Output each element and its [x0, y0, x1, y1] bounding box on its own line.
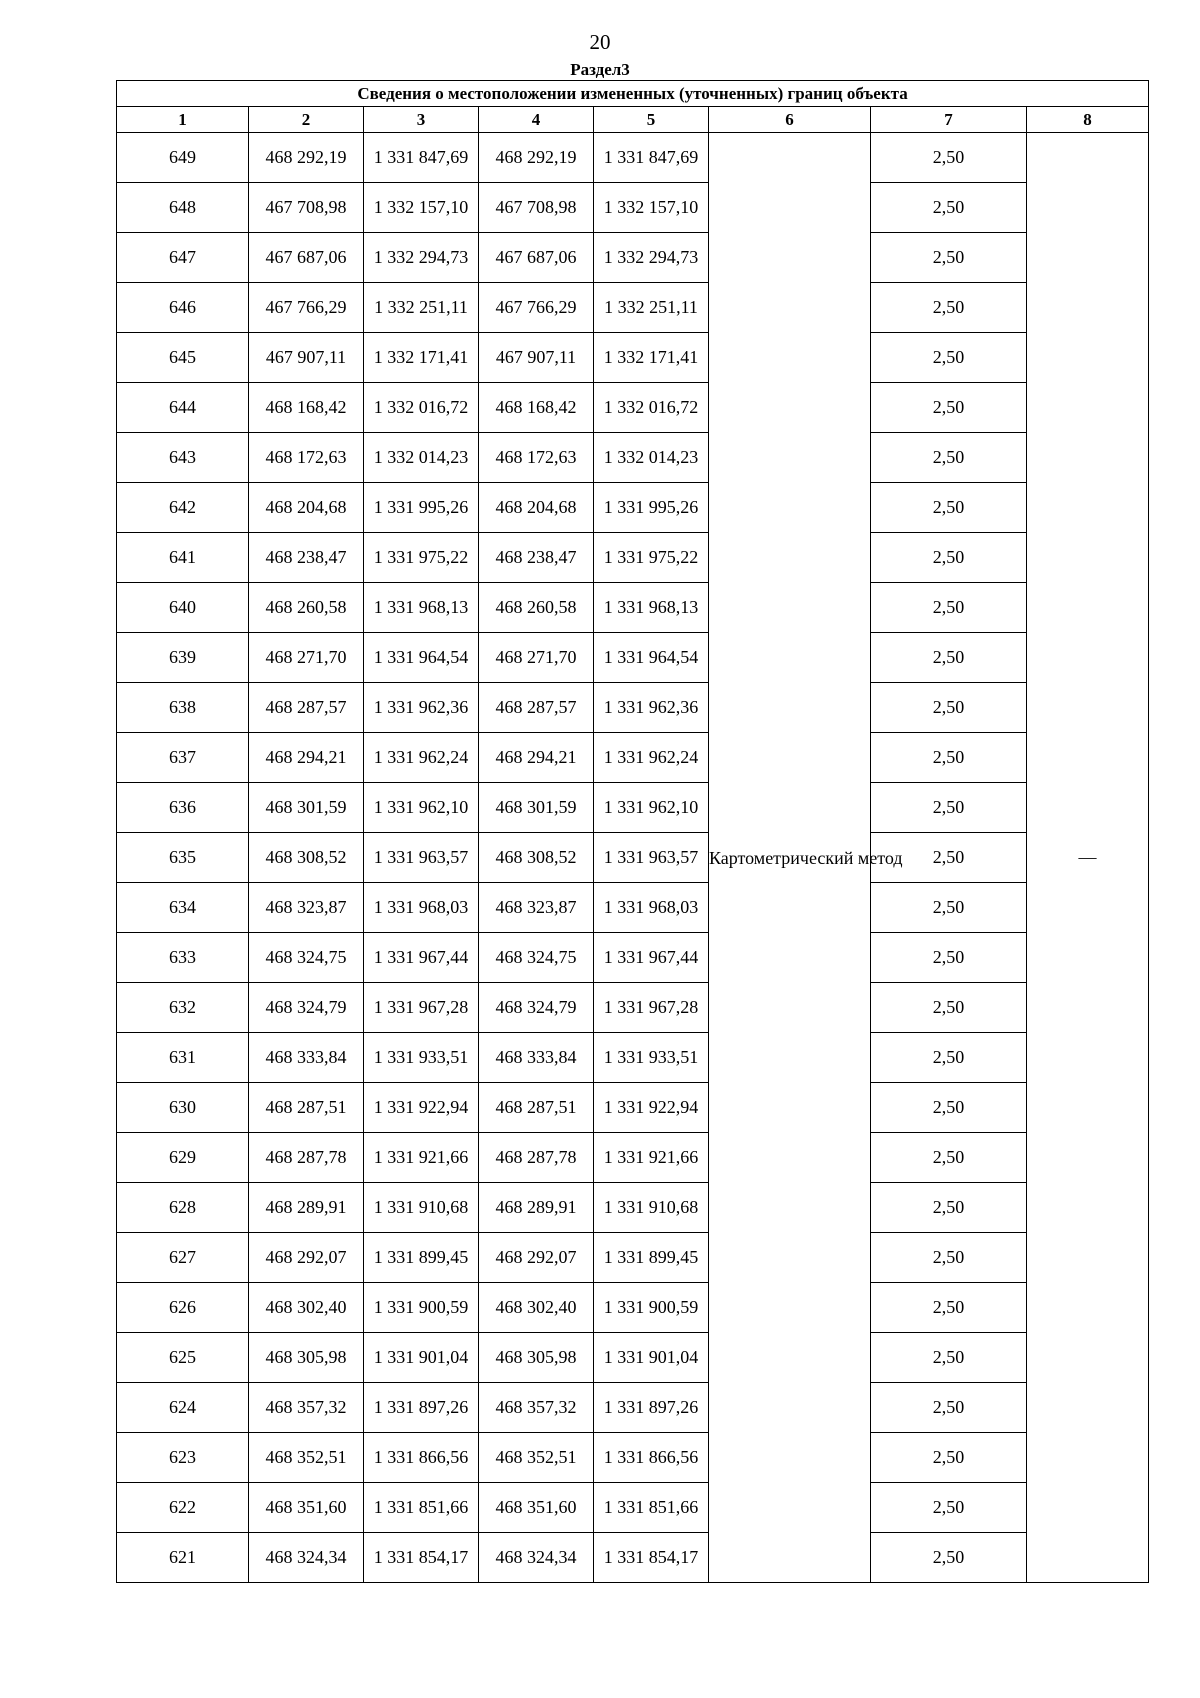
- coordinate-cell: 468 168,42: [479, 383, 594, 433]
- coordinate-cell: 1 331 962,10: [364, 783, 479, 833]
- table-row: [117, 983, 1149, 1033]
- coordinate-cell: 468 287,78: [479, 1133, 594, 1183]
- point-number-cell: 632: [117, 983, 249, 1033]
- table-row: [117, 133, 1149, 183]
- point-number-cell: 647: [117, 233, 249, 283]
- point-number-cell: 625: [117, 1333, 249, 1383]
- point-number-cell: 645: [117, 333, 249, 383]
- accuracy-cell: 2,50: [871, 1133, 1027, 1183]
- coordinate-cell: 467 907,11: [249, 333, 364, 383]
- coordinate-cell: 468 168,42: [249, 383, 364, 433]
- coordinate-cell: 1 331 962,10: [594, 783, 709, 833]
- accuracy-cell: 2,50: [871, 733, 1027, 783]
- coordinate-cell: 1 332 014,23: [594, 433, 709, 483]
- accuracy-cell: 2,50: [871, 233, 1027, 283]
- coordinate-cell: 1 331 967,44: [364, 933, 479, 983]
- column-numbers-row: [117, 107, 1149, 133]
- table-row: [117, 1483, 1149, 1533]
- coordinate-cell: 1 332 016,72: [594, 383, 709, 433]
- coordinate-cell: 468 289,91: [249, 1183, 364, 1233]
- point-number-cell: 630: [117, 1083, 249, 1133]
- coordinate-cell: 468 352,51: [479, 1433, 594, 1483]
- boundary-coordinates-table: [116, 80, 1149, 1583]
- coordinate-cell: 468 324,34: [249, 1533, 364, 1583]
- table-row: [117, 1433, 1149, 1483]
- coordinate-cell: 1 332 171,41: [594, 333, 709, 383]
- table-row: [117, 783, 1149, 833]
- accuracy-cell: 2,50: [871, 1383, 1027, 1433]
- coordinate-cell: 1 331 854,17: [364, 1533, 479, 1583]
- table-row: [117, 583, 1149, 633]
- table-row: [117, 1083, 1149, 1133]
- coordinate-cell: 468 289,91: [479, 1183, 594, 1233]
- accuracy-cell: 2,50: [871, 433, 1027, 483]
- coordinate-cell: 468 294,21: [249, 733, 364, 783]
- coordinate-cell: 1 332 294,73: [364, 233, 479, 283]
- accuracy-cell: 2,50: [871, 1233, 1027, 1283]
- coordinate-cell: 1 331 963,57: [594, 833, 709, 883]
- coordinate-cell: 1 331 854,17: [594, 1533, 709, 1583]
- coordinate-cell: 1 331 847,69: [594, 133, 709, 183]
- column-8-cell: —: [1027, 133, 1149, 1583]
- coordinate-cell: 468 357,32: [479, 1383, 594, 1433]
- coordinate-cell: 468 308,52: [479, 833, 594, 883]
- coordinate-cell: 468 292,07: [249, 1233, 364, 1283]
- point-number-cell: 648: [117, 183, 249, 233]
- coordinate-cell: 467 687,06: [479, 233, 594, 283]
- coordinate-cell: 468 351,60: [479, 1483, 594, 1533]
- coordinate-cell: 468 287,57: [479, 683, 594, 733]
- coordinate-cell: 1 332 014,23: [364, 433, 479, 483]
- coordinate-cell: 1 331 900,59: [594, 1283, 709, 1333]
- coordinate-cell: 1 331 866,56: [364, 1433, 479, 1483]
- table-caption-row: [117, 81, 1149, 107]
- point-number-cell: 633: [117, 933, 249, 983]
- table-row: [117, 683, 1149, 733]
- table-row: [117, 233, 1149, 283]
- coordinate-cell: 1 331 933,51: [364, 1033, 479, 1083]
- coordinate-cell: 468 292,07: [479, 1233, 594, 1283]
- coordinate-cell: 467 766,29: [479, 283, 594, 333]
- table-row: [117, 483, 1149, 533]
- coordinate-cell: 468 287,51: [479, 1083, 594, 1133]
- column-number: 4: [479, 107, 594, 133]
- coordinate-cell: 468 324,79: [479, 983, 594, 1033]
- coordinate-cell: 468 238,47: [479, 533, 594, 583]
- accuracy-cell: 2,50: [871, 1033, 1027, 1083]
- point-number-cell: 635: [117, 833, 249, 883]
- coordinate-cell: 1 331 962,36: [594, 683, 709, 733]
- coordinate-cell: 1 331 963,57: [364, 833, 479, 883]
- point-number-cell: 622: [117, 1483, 249, 1533]
- table-row: [117, 883, 1149, 933]
- point-number-cell: 646: [117, 283, 249, 333]
- coordinate-cell: 468 271,70: [249, 633, 364, 683]
- point-number-cell: 629: [117, 1133, 249, 1183]
- point-number-cell: 639: [117, 633, 249, 683]
- table-row: [117, 333, 1149, 383]
- point-number-cell: 631: [117, 1033, 249, 1083]
- coordinate-cell: 468 271,70: [479, 633, 594, 683]
- coordinate-cell: 1 331 851,66: [594, 1483, 709, 1533]
- coordinate-cell: 1 331 933,51: [594, 1033, 709, 1083]
- coordinate-cell: 468 305,98: [479, 1333, 594, 1383]
- column-number: 5: [594, 107, 709, 133]
- column-number: 7: [871, 107, 1027, 133]
- point-number-cell: 640: [117, 583, 249, 633]
- table-row: [117, 1383, 1149, 1433]
- coordinate-cell: 468 294,21: [479, 733, 594, 783]
- coordinate-cell: 1 331 968,03: [364, 883, 479, 933]
- coordinate-cell: 1 331 962,36: [364, 683, 479, 733]
- coordinate-cell: 1 331 995,26: [594, 483, 709, 533]
- accuracy-cell: 2,50: [871, 1483, 1027, 1533]
- accuracy-cell: 2,50: [871, 1333, 1027, 1383]
- coordinate-cell: 468 260,58: [479, 583, 594, 633]
- accuracy-cell: 2,50: [871, 333, 1027, 383]
- coordinate-cell: 1 331 910,68: [364, 1183, 479, 1233]
- coordinate-cell: 1 331 921,66: [594, 1133, 709, 1183]
- page-number: 20: [589, 30, 611, 54]
- point-number-cell: 624: [117, 1383, 249, 1433]
- coordinate-cell: 468 238,47: [249, 533, 364, 583]
- point-number-cell: 636: [117, 783, 249, 833]
- column-number: 8: [1027, 107, 1149, 133]
- coordinate-cell: 1 331 922,94: [594, 1083, 709, 1133]
- coordinate-cell: 1 331 899,45: [364, 1233, 479, 1283]
- table-row: [117, 433, 1149, 483]
- table-row: [117, 733, 1149, 783]
- table-row: [117, 283, 1149, 333]
- point-number-cell: 638: [117, 683, 249, 733]
- point-number-cell: 649: [117, 133, 249, 183]
- coordinate-cell: 1 331 897,26: [594, 1383, 709, 1433]
- table-row: [117, 1533, 1149, 1583]
- coordinate-cell: 1 331 900,59: [364, 1283, 479, 1333]
- accuracy-cell: 2,50: [871, 133, 1027, 183]
- coordinate-cell: 1 331 968,13: [364, 583, 479, 633]
- coordinate-cell: 1 331 921,66: [364, 1133, 479, 1183]
- point-number-cell: 628: [117, 1183, 249, 1233]
- table-row: [117, 1283, 1149, 1333]
- coordinate-cell: 1 331 901,04: [364, 1333, 479, 1383]
- coordinate-cell: 468 357,32: [249, 1383, 364, 1433]
- column-number: 1: [117, 107, 249, 133]
- coordinate-cell: 468 204,68: [249, 483, 364, 533]
- table-row: [117, 1233, 1149, 1283]
- coordinate-cell: 1 331 901,04: [594, 1333, 709, 1383]
- table-caption: Сведения о местоположении измененных (уточненных) границ объекта: [117, 81, 1149, 107]
- accuracy-cell: 2,50: [871, 1533, 1027, 1583]
- accuracy-cell: 2,50: [871, 933, 1027, 983]
- coordinate-cell: 1 332 157,10: [594, 183, 709, 233]
- accuracy-cell: 2,50: [871, 833, 1027, 883]
- coordinate-cell: 468 287,51: [249, 1083, 364, 1133]
- accuracy-cell: 2,50: [871, 483, 1027, 533]
- table-row: [117, 1133, 1149, 1183]
- method-cell: Картометрический метод: [709, 133, 871, 1583]
- section-title: Раздел3: [570, 60, 630, 79]
- coordinate-cell: 1 332 016,72: [364, 383, 479, 433]
- coordinate-cell: 468 333,84: [479, 1033, 594, 1083]
- accuracy-cell: 2,50: [871, 1283, 1027, 1333]
- coordinate-cell: 1 331 964,54: [364, 633, 479, 683]
- coordinate-cell: 468 301,59: [249, 783, 364, 833]
- coordinate-cell: 1 331 962,24: [364, 733, 479, 783]
- coordinate-cell: 468 352,51: [249, 1433, 364, 1483]
- coordinate-cell: 1 331 897,26: [364, 1383, 479, 1433]
- coordinate-cell: 468 351,60: [249, 1483, 364, 1533]
- point-number-cell: 643: [117, 433, 249, 483]
- accuracy-cell: 2,50: [871, 983, 1027, 1033]
- coordinate-cell: 467 708,98: [479, 183, 594, 233]
- point-number-cell: 641: [117, 533, 249, 583]
- coordinate-cell: 468 172,63: [249, 433, 364, 483]
- table-row: [117, 1033, 1149, 1083]
- coordinate-cell: 1 331 995,26: [364, 483, 479, 533]
- accuracy-cell: 2,50: [871, 283, 1027, 333]
- coordinate-cell: 1 331 968,03: [594, 883, 709, 933]
- coordinate-cell: 468 260,58: [249, 583, 364, 633]
- coordinate-cell: 468 324,34: [479, 1533, 594, 1583]
- coordinate-cell: 468 302,40: [249, 1283, 364, 1333]
- accuracy-cell: 2,50: [871, 1083, 1027, 1133]
- coordinate-cell: 468 204,68: [479, 483, 594, 533]
- accuracy-cell: 2,50: [871, 533, 1027, 583]
- coordinate-cell: 1 331 968,13: [594, 583, 709, 633]
- table-row: [117, 1183, 1149, 1233]
- coordinate-cell: 1 331 899,45: [594, 1233, 709, 1283]
- coordinate-cell: 467 708,98: [249, 183, 364, 233]
- column-number: 2: [249, 107, 364, 133]
- coordinate-cell: 467 766,29: [249, 283, 364, 333]
- coordinate-cell: 468 308,52: [249, 833, 364, 883]
- point-number-cell: 642: [117, 483, 249, 533]
- coordinate-cell: 468 302,40: [479, 1283, 594, 1333]
- coordinate-cell: 468 287,78: [249, 1133, 364, 1183]
- coordinate-cell: 1 331 975,22: [364, 533, 479, 583]
- coordinate-cell: 1 331 922,94: [364, 1083, 479, 1133]
- accuracy-cell: 2,50: [871, 183, 1027, 233]
- coordinate-cell: 1 331 964,54: [594, 633, 709, 683]
- coordinate-cell: 468 323,87: [479, 883, 594, 933]
- point-number-cell: 621: [117, 1533, 249, 1583]
- coordinate-cell: 1 331 866,56: [594, 1433, 709, 1483]
- coordinate-cell: 1 331 910,68: [594, 1183, 709, 1233]
- table-body: [117, 133, 1149, 1583]
- accuracy-cell: 2,50: [871, 583, 1027, 633]
- coordinate-cell: 1 331 967,28: [364, 983, 479, 1033]
- coordinate-cell: 1 331 967,44: [594, 933, 709, 983]
- point-number-cell: 637: [117, 733, 249, 783]
- coordinate-cell: 1 331 975,22: [594, 533, 709, 583]
- table-row: [117, 183, 1149, 233]
- coordinate-cell: 468 292,19: [249, 133, 364, 183]
- point-number-cell: 627: [117, 1233, 249, 1283]
- accuracy-cell: 2,50: [871, 1433, 1027, 1483]
- coordinate-cell: 468 333,84: [249, 1033, 364, 1083]
- coordinate-cell: 468 323,87: [249, 883, 364, 933]
- coordinate-cell: 1 332 171,41: [364, 333, 479, 383]
- coordinate-cell: 467 687,06: [249, 233, 364, 283]
- coordinate-cell: 468 324,75: [249, 933, 364, 983]
- coordinate-cell: 468 292,19: [479, 133, 594, 183]
- coordinate-cell: 1 331 847,69: [364, 133, 479, 183]
- column-number: 3: [364, 107, 479, 133]
- accuracy-cell: 2,50: [871, 633, 1027, 683]
- coordinate-cell: 468 305,98: [249, 1333, 364, 1383]
- coordinate-cell: 1 332 251,11: [364, 283, 479, 333]
- point-number-cell: 644: [117, 383, 249, 433]
- accuracy-cell: 2,50: [871, 1183, 1027, 1233]
- point-number-cell: 634: [117, 883, 249, 933]
- table-row: [117, 633, 1149, 683]
- coordinate-cell: 468 301,59: [479, 783, 594, 833]
- coordinate-cell: 468 324,79: [249, 983, 364, 1033]
- coordinate-cell: 1 332 157,10: [364, 183, 479, 233]
- coordinate-cell: 468 324,75: [479, 933, 594, 983]
- coordinate-cell: 1 332 251,11: [594, 283, 709, 333]
- coordinate-cell: 1 331 962,24: [594, 733, 709, 783]
- accuracy-cell: 2,50: [871, 383, 1027, 433]
- accuracy-cell: 2,50: [871, 783, 1027, 833]
- coordinate-cell: 1 332 294,73: [594, 233, 709, 283]
- accuracy-cell: 2,50: [871, 883, 1027, 933]
- table-row: [117, 383, 1149, 433]
- table-row: [117, 933, 1149, 983]
- coordinate-cell: 1 331 967,28: [594, 983, 709, 1033]
- table-row: [117, 833, 1149, 883]
- coordinate-cell: 468 172,63: [479, 433, 594, 483]
- coordinate-cell: 1 331 851,66: [364, 1483, 479, 1533]
- table-row: [117, 1333, 1149, 1383]
- coordinate-cell: 468 287,57: [249, 683, 364, 733]
- coordinate-cell: 467 907,11: [479, 333, 594, 383]
- column-number: 6: [709, 107, 871, 133]
- table-row: [117, 533, 1149, 583]
- point-number-cell: 623: [117, 1433, 249, 1483]
- accuracy-cell: 2,50: [871, 683, 1027, 733]
- point-number-cell: 626: [117, 1283, 249, 1333]
